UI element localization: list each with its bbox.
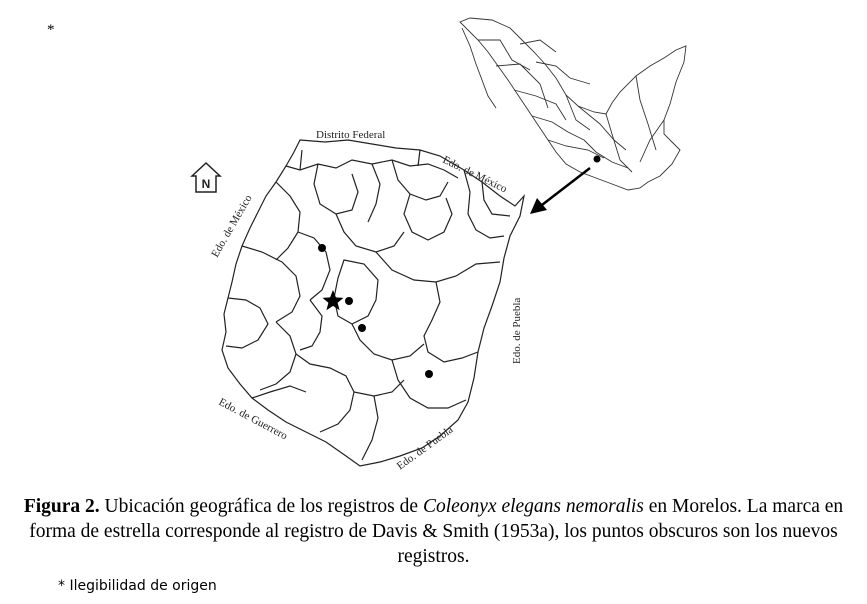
morelos-map [222, 140, 524, 466]
label-edo-guerrero: Edo. de Guerrero [216, 396, 290, 443]
label-edo-puebla-right: Edo. de Puebla [511, 297, 523, 364]
label-edo-mexico-right: Edo. de México [440, 153, 509, 196]
caption-text-after: en Morelos. La marca en forma de estrella corresponde al registro de Davis & Smith (1953a), los puntos obscuros son los nuevos registros. [29, 496, 844, 567]
north-arrow-icon [192, 163, 220, 192]
north-label: N [201, 177, 211, 191]
label-edo-puebla-bottom: Edo. de Puebla [394, 423, 456, 473]
morelos-outline [222, 140, 524, 466]
record-dot [318, 244, 326, 252]
record-markers [318, 244, 433, 378]
footnote: * Ilegibilidad de origen [58, 578, 217, 594]
star-marker [323, 290, 344, 310]
mexico-inset-map [460, 18, 686, 190]
record-dot [345, 297, 353, 305]
inset-morelos-dot [594, 156, 601, 163]
caption-label: Figura 2. [23, 496, 100, 517]
figure-caption [10, 494, 857, 569]
label-distrito-federal: Distrito Federal [316, 129, 386, 141]
record-dot [425, 370, 433, 378]
caption-text-before: Ubicación geográfica de los registros de [99, 496, 423, 517]
caption-species: Coleonyx elegans nemoralis [422, 496, 644, 517]
pointer-arrow [530, 168, 590, 214]
top-asterisk: * [47, 22, 55, 38]
record-dot [358, 324, 366, 332]
label-edo-mexico-left: Edo. de México [209, 192, 255, 260]
